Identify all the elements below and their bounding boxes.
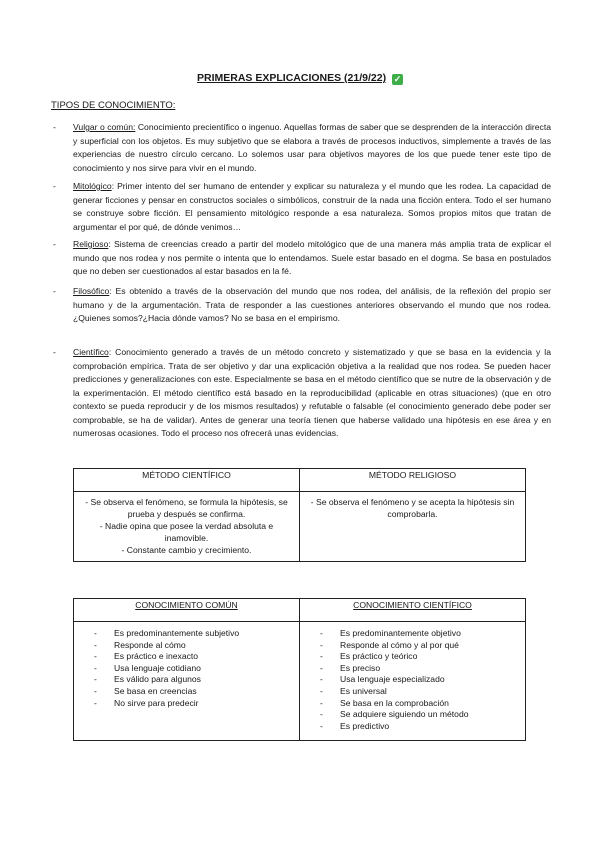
table-cell xyxy=(74,492,300,562)
list-item: - Es predominantemente subjetivo xyxy=(94,628,240,638)
table-header: MÉTODO RELIGIOSO xyxy=(300,469,526,492)
term-label: Filosófico xyxy=(73,286,110,296)
list-item: - Se observa el fenómeno y se acepta la hipótesis sin comprobarla. xyxy=(310,497,515,519)
list-item: - No sirve para predecir xyxy=(94,697,199,708)
table-header: CONOCIMIENTO CIENTÍFICO xyxy=(300,599,526,622)
list-item: - Se adquiere siguiendo un método xyxy=(320,709,469,720)
term-description: Conocimiento precientífico o ingenuo. Aquellas formas de saber que se desprenden de la interacción directa y superficial con los objetos. Es muy subjetivo que se elabora a través de procesos inductivos, simplemente a través de las experiencias de nuestro círculo cercano. Lo solemos usar para objetivos mayores de los que puede tener este tipo de conocimiento y nos sirve para vivir en el mundo. xyxy=(73,122,551,173)
term-description: : Sistema de creencias creado a partir del modelo mitológico que de una manera más amplia trata de explicar el mundo que nos rodea y nos permite o intenta que lo entendamos. Suele estar basado en el dogma. Se basa en postulados que no deben ser cuestionados al estar basados en la fé. xyxy=(73,239,551,276)
list-item: - Nadie opina que posee la verdad absoluta e inamovible. xyxy=(99,521,274,543)
list-item: - Usa lenguaje cotidiano xyxy=(94,662,201,673)
list-item: - Es práctico y teórico xyxy=(320,651,418,662)
table-cell xyxy=(74,622,300,741)
list-item: - Se basa en creencias xyxy=(94,685,197,696)
list-item-mitologico xyxy=(51,180,551,234)
list-item-religioso xyxy=(51,238,551,279)
bullet-dash: - xyxy=(53,181,56,191)
term-description: : Es obtenido a través de la observación del mundo que nos rodea, del análisis, de la reflexión del propio ser humano y de la argumentación. Trata de responder a las cuestiones anteriores observando el mundo que nos rodea. ¿Quienes somos?¿Hacia dónde vamos? No se basa en el empirismo. xyxy=(73,286,551,323)
list-item: - Es práctico e inexacto xyxy=(94,651,199,662)
list-item: - Responde al cómo xyxy=(94,639,186,650)
list-item: - Es válido para algunos xyxy=(94,674,201,685)
term-description: : Primer intento del ser humano de entender y explicar su naturaleza y el mundo que les rodea. La capacidad de generar ficciones y pensar en constructos sociales o simbólicos, construir de la nada una ficción entera. Todo el ser humano se construye sobre ficción. El pensamiento mitológico responde a esa naturaleza. Somos propios mitos que tratan de argumentar el por qué, de dónde venimos… xyxy=(73,181,551,232)
list-item: - Se observa el fenómeno, se formula la hipótesis, se prueba y después se confirma. xyxy=(85,497,288,519)
bullet-dash: - xyxy=(53,286,56,296)
list-item-vulgar xyxy=(51,121,551,175)
list-item-filosofico xyxy=(51,285,551,326)
list-item-cientifico xyxy=(51,346,551,441)
term-label: Científico xyxy=(73,347,109,357)
section-heading: TIPOS DE CONOCIMIENTO: xyxy=(51,100,176,111)
list-item: - Constante cambio y crecimiento. xyxy=(121,545,252,555)
check-mark-icon: ✓ xyxy=(393,74,402,84)
term-label: Religioso xyxy=(73,239,109,249)
bullet-dash: - xyxy=(53,239,56,249)
document-title xyxy=(0,72,600,85)
title-text: PRIMERAS EXPLICACIONES (21/9/22) xyxy=(197,72,387,84)
list-item: - Es preciso xyxy=(320,662,381,673)
table-cell xyxy=(300,492,526,562)
list-item: - Usa lenguaje especializado xyxy=(320,674,445,685)
knowledge-comparison-table xyxy=(73,598,526,741)
table-cell xyxy=(300,622,526,741)
bullet-dash: - xyxy=(53,122,56,132)
list-item: - Se basa en la comprobación xyxy=(320,697,449,708)
list-item: - Es predominantemente objetivo xyxy=(320,628,461,638)
term-description: : Conocimiento generado a través de un método concreto y sistematizado y que se basa en la evidencia y la comprobación empírica. Trata de ser objetivo y dar una explicación objetiva a la realidad que nos rodea. Se pueden hacer predicciones y generalizaciones con este. Especialmente se basa en el método científico que se nutre de la observación y de la experimentación. El método científico está basado en la reproducibilidad (aplicable en otras situaciones) (que en otro contexto se pueda reproducir y de los mismos resultados) y refutable o falsable (el conocimiento generado debe poder ser comprobable, se ha de validar). Antes de generar una teoría tienen que haberse validado una hipótesis en ese área y en numerosas ocasiones. Todo el proceso nos ofrecerá unas evidencias. xyxy=(73,347,551,438)
table-header: MÉTODO CIENTÍFICO xyxy=(74,469,300,492)
method-comparison-table xyxy=(73,468,526,562)
list-item: - Es universal xyxy=(320,685,387,696)
table-header: CONOCIMIENTO COMÚN xyxy=(74,599,300,622)
bullet-dash: - xyxy=(53,347,56,357)
list-item: - Responde al cómo y al por qué xyxy=(320,639,459,650)
list-item: - Es predictivo xyxy=(320,720,390,731)
term-label: Vulgar o común: xyxy=(73,122,136,132)
term-label: Mitológico xyxy=(73,181,112,191)
